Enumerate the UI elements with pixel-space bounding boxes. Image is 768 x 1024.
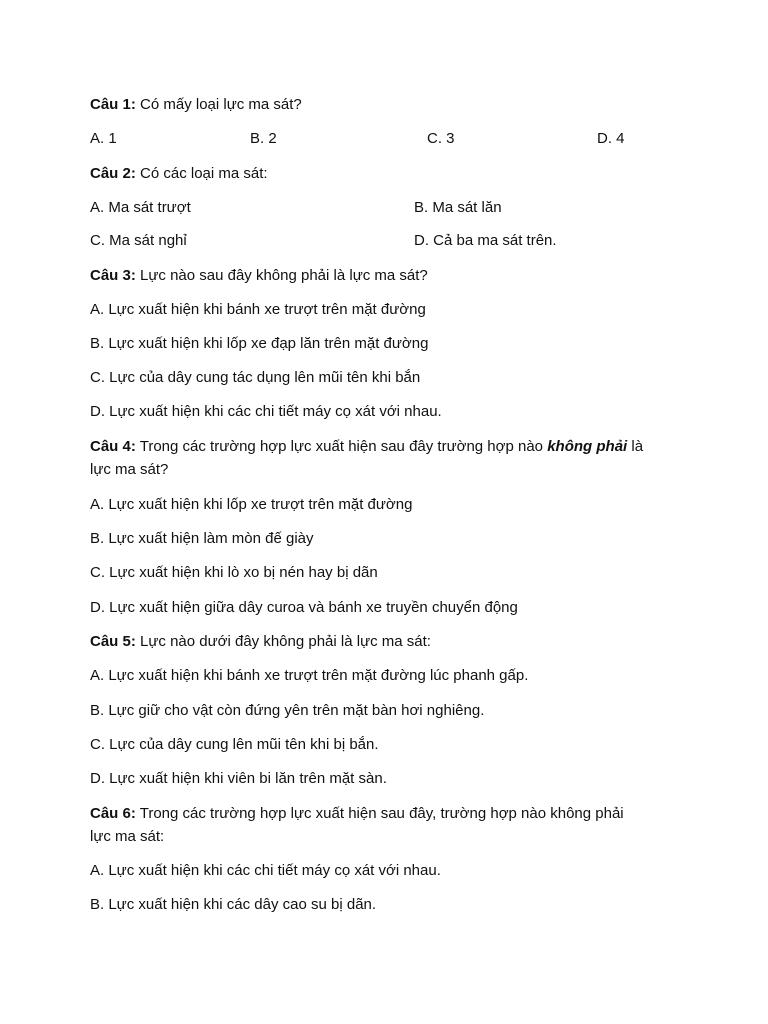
question-text-tail: là (627, 438, 644, 455)
question-5 (90, 633, 431, 651)
q2-option-d: D. Cả ba ma sát trên. (414, 232, 557, 249)
q4-option-b: B. Lực xuất hiện làm mòn đế giày (90, 530, 314, 547)
question-4 (90, 438, 643, 456)
question-text: Trong các trường hợp lực xuất hiện sau đây trường hợp nào (135, 438, 548, 455)
q3-option-d: D. Lực xuất hiện khi các chi tiết máy cọ xát với nhau. (90, 403, 442, 420)
q1-option-a: A. 1 (90, 130, 117, 147)
q1-option-c: C. 3 (427, 130, 455, 147)
q2-option-b: B. Ma sát lăn (414, 199, 502, 216)
q5-option-a: A. Lực xuất hiện khi bánh xe trượt trên mặt đường lúc phanh gấp. (90, 667, 529, 684)
question-label: Câu 6: (90, 805, 136, 822)
question-6-line-2: lực ma sát: (90, 828, 165, 845)
question-text: Có các loại ma sát: (135, 165, 268, 182)
q4-option-a: A. Lực xuất hiện khi lốp xe trượt trên mặt đường (90, 496, 413, 513)
question-text: Lực nào sau đây không phải là lực ma sát? (135, 267, 428, 284)
question-label: Câu 4: (90, 438, 136, 455)
question-text: Lực nào dưới đây không phải là lực ma sát: (135, 633, 431, 650)
question-label: Câu 3: (90, 267, 136, 284)
q3-option-a: A. Lực xuất hiện khi bánh xe trượt trên mặt đường (90, 301, 426, 318)
question-text: Trong các trường hợp lực xuất hiện sau đây, trường hợp nào không phải (135, 805, 624, 822)
question-emphasis: không phải (547, 438, 628, 455)
q6-option-a: A. Lực xuất hiện khi các chi tiết máy cọ xát với nhau. (90, 862, 441, 879)
q5-option-d: D. Lực xuất hiện khi viên bi lăn trên mặt sàn. (90, 770, 387, 787)
q5-option-c: C. Lực của dây cung lên mũi tên khi bị bắn. (90, 736, 379, 753)
question-3 (90, 267, 428, 285)
q1-option-d: D. 4 (597, 130, 625, 147)
q5-option-b: B. Lực giữ cho vật còn đứng yên trên mặt bàn hơi nghiêng. (90, 702, 485, 719)
q3-option-c: C. Lực của dây cung tác dụng lên mũi tên khi bắn (90, 369, 421, 386)
q6-option-b: B. Lực xuất hiện khi các dây cao su bị dãn. (90, 896, 377, 913)
q1-option-b: B. 2 (250, 130, 277, 147)
q4-option-d: D. Lực xuất hiện giữa dây curoa và bánh xe truyền chuyển động (90, 599, 518, 616)
q3-option-b: B. Lực xuất hiện khi lốp xe đạp lăn trên mặt đường (90, 335, 429, 352)
q2-option-a: A. Ma sát trượt (90, 199, 191, 216)
question-label: Câu 2: (90, 165, 136, 182)
question-text: Có mấy loại lực ma sát? (135, 96, 302, 113)
question-1 (90, 96, 302, 114)
q4-option-c: C. Lực xuất hiện khi lò xo bị nén hay bị dãn (90, 564, 378, 581)
question-2 (90, 165, 268, 183)
question-4-line-2: lực ma sát? (90, 461, 169, 478)
question-label: Câu 1: (90, 96, 136, 113)
q2-option-c: C. Ma sát nghỉ (90, 232, 187, 249)
question-label: Câu 5: (90, 633, 136, 650)
question-6 (90, 805, 624, 823)
